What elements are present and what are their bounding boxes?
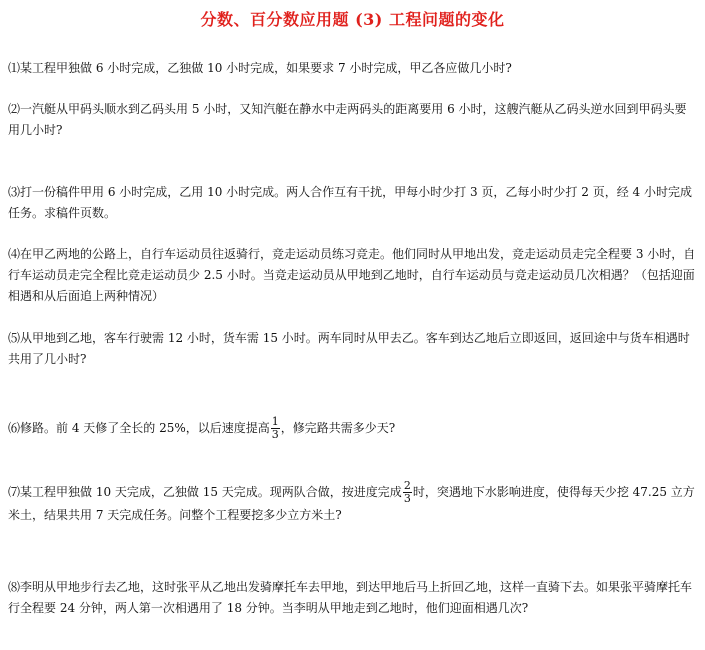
question-7-text-before: ⑺某工程甲独做 10 天完成，乙独做 15 天完成。现两队合做，按进度完成 xyxy=(8,485,402,499)
fraction-numerator: 1 xyxy=(271,415,279,428)
question-7-text-after: 时，突遇地下水影响进度，使得每天少挖 47.25 立方米土，结果共用 7 天完成任务。问整个工程要挖多少立方米土? xyxy=(8,485,695,522)
question-8: ⑻李明从甲地步行去乙地，这时张平从乙地出发骑摩托车去甲地，到达甲地后马上折回乙地，这样一直骑下去。如果张平骑摩托车行全程要 24 分钟，两人第一次相遇用了 18 分钟。当李明从甲地走到乙地时，他们迎面相遇几次? xyxy=(8,580,693,615)
question-1: ⑴某工程甲独做 6 小时完成，乙独做 10 小时完成，如果要求 7 小时完成，甲乙各应做几小时? xyxy=(8,61,512,75)
question-2: ⑵一汽艇从甲码头顺水到乙码头用 5 小时，又知汽艇在静水中走两码头的距离要用 6 小时，这艘汽艇从乙码头逆水回到甲码头要用几小时? xyxy=(8,102,687,137)
question-4: ⑷在甲乙两地的公路上，自行车运动员往返骑行，竞走运动员练习竞走。他们同时从甲地出发，竞走运动员走完全程要 3 小时，自行车运动员走完全程比竞走运动员少 2.5 小时。当竞走运动员从甲地到乙地时，自行车运动员与竞走运动员几次相遇？（包括迎面相遇和从后面追上两种情况） xyxy=(8,247,696,303)
question-6-text-before: ⑹修路。前 4 天修了全长的 25%，以后速度提高 xyxy=(8,421,270,435)
fraction-numerator: 2 xyxy=(403,479,411,492)
fraction-denominator: 3 xyxy=(403,492,411,505)
page-title: 分数、百分数应用题 (3) 工程问题的变化 xyxy=(200,10,505,29)
question-5: ⑸从甲地到乙地，客车行驶需 12 小时，货车需 15 小时。两车同时从甲去乙。客车到达乙地后立即返回，返回途中与货车相遇时共用了几小时? xyxy=(8,331,690,366)
fraction-denominator: 3 xyxy=(271,428,279,441)
question-6 xyxy=(8,416,698,441)
question-3: ⑶打一份稿件甲用 6 小时完成，乙用 10 小时完成。两人合作互有干扰，甲每小时少打 3 页，乙每小时少打 2 页，经 4 小时完成任务。求稿件页数。 xyxy=(8,185,692,220)
question-6-text-after: ，修完路共需多少天? xyxy=(280,421,396,435)
question-7 xyxy=(8,480,698,526)
fraction-two-thirds xyxy=(403,480,412,505)
fraction-one-third xyxy=(271,416,280,441)
